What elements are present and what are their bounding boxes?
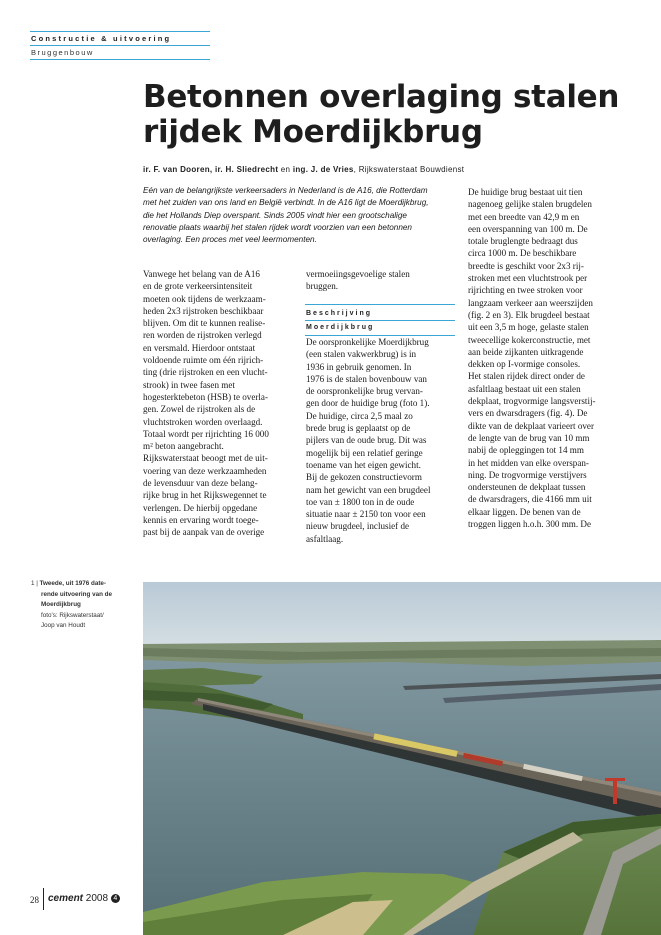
body-line: Totaal wordt per rijrichting 16 000 (143, 428, 269, 439)
body-line: pijlers van de oude brug. Dit was (306, 435, 427, 446)
caption-text: Tweede, uit 1976 date- (39, 580, 107, 587)
body-line: aan beide zijkanten uitkragende (468, 346, 584, 357)
author-conjunction: en (278, 165, 293, 174)
body-line: De huidige brug bestaat uit tien (468, 187, 583, 197)
body-line: dekplaat, trogvormige langsverstij- (468, 396, 596, 407)
body-line: dekken op I-vormige consoles. (468, 359, 581, 370)
body-line: gen door de huidige brug (foto 1). (306, 398, 430, 409)
body-line: vers en dwarsdragers (fig. 4). De (468, 408, 588, 419)
intro-line: die het Hollands Diep overspant. Sinds 2005 vindt hier een grootschalige (143, 210, 407, 220)
body-line: verlengen. De hierbij opgedane (143, 502, 258, 513)
body-column-1 (143, 268, 293, 539)
body-line: circa 1000 m. De beschikbare (468, 248, 577, 259)
body-line: nam het gewicht van een brugdeel (306, 484, 431, 495)
section-subcategory: Bruggenbouw (31, 48, 94, 57)
body-line: de oorspronkelijke brug vervan- (306, 386, 423, 397)
body-line: voering van deze werkzaamheden (143, 465, 267, 476)
body-line: nabij de opleggingen tot 14 mm (468, 445, 584, 456)
body-line: kennis en ervaring wordt toege- (143, 514, 259, 525)
body-line: breedte is geschikt voor 2x3 rij- (468, 260, 584, 271)
body-line: ren worden de rijstroken verlegd (143, 330, 262, 341)
body-line: en versmald. Hierdoor ontstaat (143, 342, 256, 353)
body-line: uit een 3,5 m hoge, gelaste stalen (468, 322, 589, 333)
body-line: heden 2x3 rijstroken beschikbaar (143, 305, 264, 316)
body-line: asfaltlaag. (306, 533, 344, 544)
body-line: mogelijk bij een relatief geringe (306, 447, 423, 458)
body-line: (fig. 2 en 3). Elk brugdeel bestaat (468, 309, 590, 320)
caption-line-3 (31, 600, 136, 611)
caption-credit: foto's: Rijkswaterstaat/ (41, 611, 104, 619)
magazine-title: cement (48, 893, 84, 904)
body-column-2-top (306, 268, 456, 293)
footer-divider (43, 888, 44, 910)
intro-line: Eén van de belangrijkste verkeersaders in Nederland is de A16, die Rotterdam (143, 186, 428, 195)
body-line: hogesterktebeton (HSB) te overla- (143, 391, 268, 402)
body-line: de lengte van de brug van 10 mm (468, 432, 590, 443)
section-rule-1 (305, 304, 455, 305)
article-title-line: rijdek Moerdijkbrug (143, 114, 483, 150)
body-line: strook) in twee fasen met (143, 379, 235, 390)
header-rule-middle (30, 45, 210, 46)
figure-number: 1 (31, 580, 35, 587)
body-line: dikte van de dekplaat varieert over (468, 420, 594, 431)
body-line: m² beton aangebracht. (143, 441, 224, 452)
body-line: totale bruglengte bedraagt dus (468, 236, 578, 247)
bridge-aerial-photo (143, 582, 661, 935)
section-heading-1: Beschrijving (306, 310, 373, 317)
body-line: asfaltlaag bestaat uit een stalen (468, 383, 581, 394)
body-line: past bij de aanpak van de overige (143, 527, 265, 538)
body-line: gen. Zowel de rijstroken als de (143, 404, 256, 415)
intro-line: renovatie plaats waarbij het stalen rijdek wordt voorzien van een betonnen (143, 222, 412, 232)
body-line: situatie naar ± 2150 ton voor een (306, 509, 426, 520)
section-category: Constructie & uitvoering (31, 34, 172, 43)
body-line: een overspanning van 100 m. De (468, 223, 588, 234)
body-line: moeten ook tijdens de werkzaam- (143, 293, 266, 304)
body-line: rijke brug in het Rijkswegennet te (143, 490, 267, 501)
body-line: 1976 is de stalen bovenbouw van (306, 373, 427, 384)
body-column-3 (468, 186, 638, 530)
body-line: ning. De trogvormige verstijvers (468, 469, 587, 480)
body-line: Het stalen rijdek direct onder de (468, 371, 585, 382)
article-title-line: Betonnen overlaging stalen (143, 79, 620, 115)
header-rule-bottom (30, 59, 210, 60)
body-line: met een breedte van 42,9 m en (468, 211, 580, 222)
page-number: 28 (30, 895, 39, 905)
body-line: toename van het eigen gewicht. (306, 459, 421, 470)
author-affiliation: , Rijkswaterstaat Bouwdienst (353, 165, 465, 174)
body-line: voldoende ruimte om één rijrich- (143, 355, 264, 366)
body-line: bruggen. (306, 281, 339, 292)
intro-line: overlaging. Een proces met veel leermomenten. (143, 235, 317, 245)
body-line: en de grote verkeersintensiteit (143, 281, 253, 292)
body-line: de levensduur van deze belang- (143, 478, 258, 489)
body-column-2 (306, 336, 456, 545)
body-line: in het midden van elke overspan- (468, 457, 589, 468)
body-line: elkaar liggen. De benen van de (468, 506, 581, 517)
author-names: ir. F. van Dooren, ir. H. Sliedrecht (143, 165, 279, 174)
body-line: Vanwege het belang van de A16 (143, 269, 260, 279)
magazine-year: 2008 (85, 893, 109, 904)
issue-badge: 4 (111, 894, 120, 903)
article-title (143, 80, 619, 150)
body-line: toe van ± 1800 ton in de oude (306, 496, 415, 507)
body-line: stroken met een vluchtstrook per (468, 273, 588, 284)
figure-caption (31, 579, 136, 632)
body-line: tweecellige kokerconstructie, met (468, 334, 591, 345)
body-line: brede brug is geplaatst op de (306, 423, 411, 434)
caption-line-1: 1 | Tweede, uit 1976 date- (31, 580, 107, 587)
body-line: De huidige, circa 2,5 maal zo (306, 410, 413, 421)
body-line: vermoeiingsgevoelige stalen (306, 269, 410, 279)
author-name-last: ing. J. de Vries (292, 165, 354, 174)
body-line: (een stalen vakwerkbrug) is in (306, 349, 417, 360)
body-line: ting (drie rijstroken en een vlucht- (143, 367, 268, 378)
header-rule-top (30, 31, 210, 32)
caption-line-2 (31, 590, 136, 601)
body-line: troggen liggen h.o.h. 300 mm. De (468, 519, 592, 530)
body-line: Bij de gekozen constructievorm (306, 472, 422, 483)
body-line: rijrichting en twee stroken voor (468, 285, 583, 296)
body-line: Rijkswaterstaat beoogt met de uit- (143, 453, 268, 464)
body-line: blijven. Om dit te kunnen realise- (143, 318, 266, 329)
caption-text: rende uitvoering van de (41, 590, 113, 598)
body-line: nagenoeg gelijke stalen brugdelen (468, 199, 592, 210)
body-line: De oorspronkelijke Moerdijkbrug (306, 337, 429, 347)
body-line: langzaam verkeer aan weerszijden (468, 297, 593, 308)
article-authors (143, 165, 464, 174)
magazine-name (48, 893, 120, 904)
body-line: nieuw brugdeel, inclusief de (306, 521, 410, 532)
caption-text: Moerdijkbrug (41, 601, 81, 608)
caption-credit: Joop van Houdt (41, 622, 86, 629)
section-heading-2: Moerdijkbrug (306, 324, 375, 331)
body-line: 1936 in gebruik genomen. In (306, 361, 412, 372)
intro-line: met het zuiden van ons land en België verbindt. In de A16 ligt de Moerdijkbrug, (143, 198, 429, 208)
section-rule-2 (305, 320, 455, 321)
body-line: de dwarsdragers, die 4166 mm uit (468, 494, 592, 505)
body-line: vluchtstroken worden overlaagd. (143, 416, 263, 427)
article-intro (143, 185, 458, 246)
body-line: ondersteunen de dekplaat tussen (468, 482, 586, 493)
